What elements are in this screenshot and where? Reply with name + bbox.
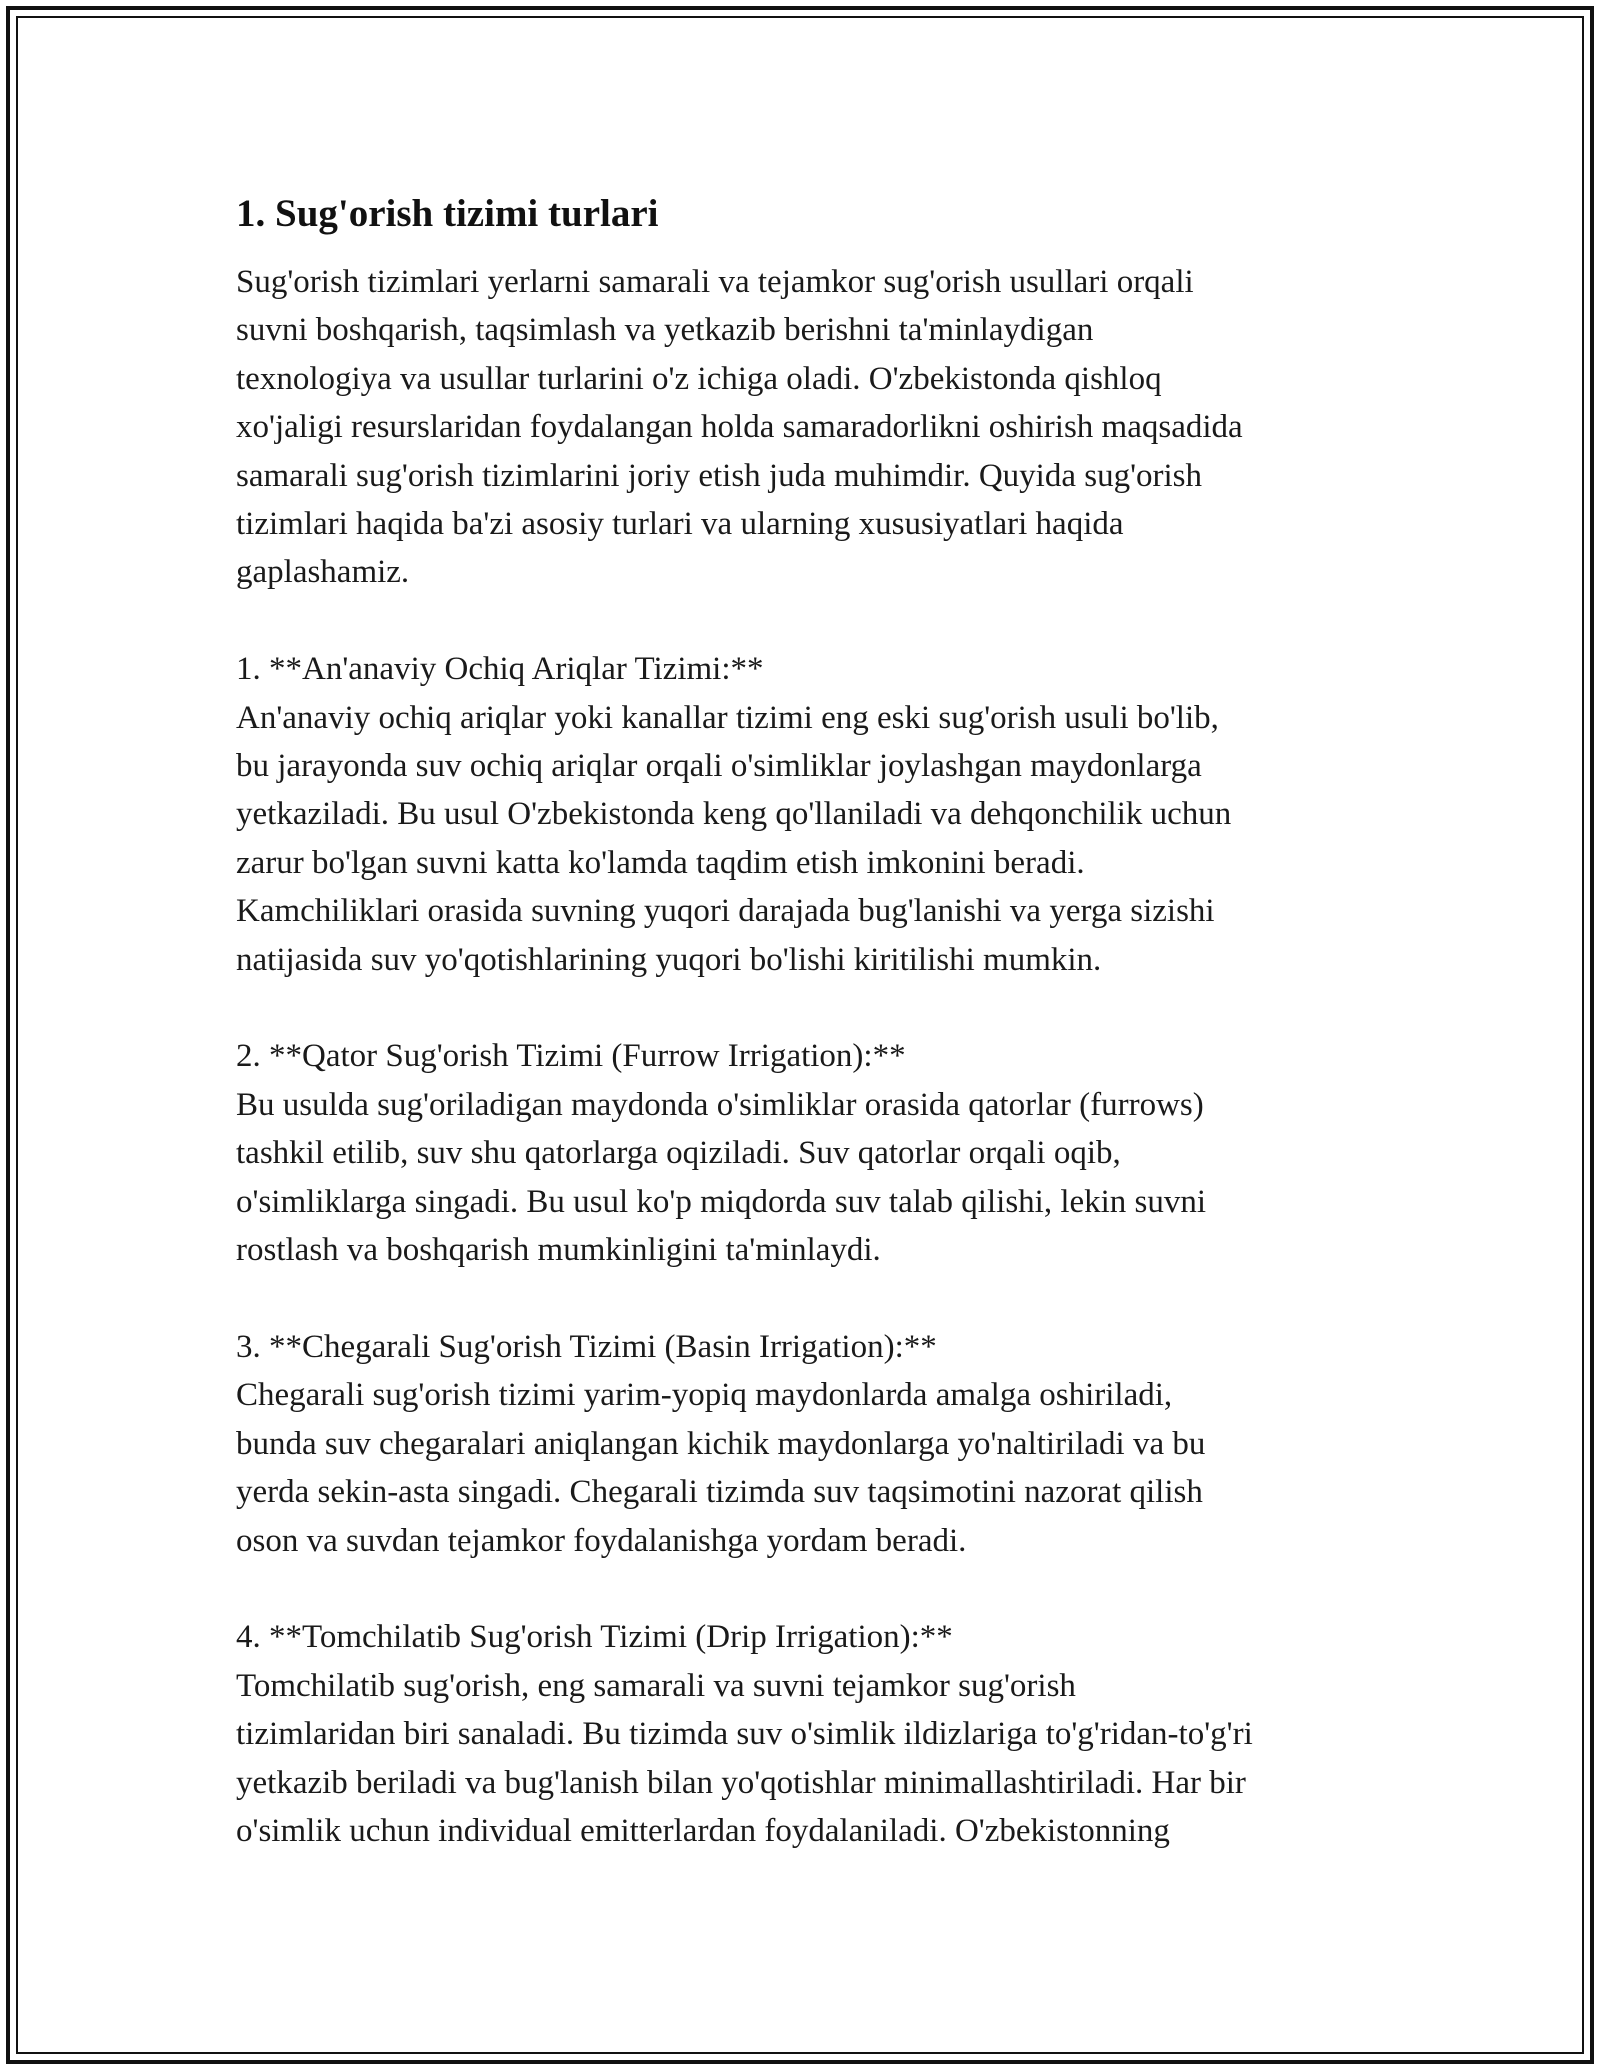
- intro-paragraph: Sug'orish tizimlari yerlarni samarali va tejamkor sug'orish usullari orqali suvni boshqarish, taqsimlash va yetkazib berishni ta'minlaydigan texnologiya va usullar turlarini o'z ichiga oladi. O'zbekistonda qishloq xo'jaligi resurslaridan foydalangan holda samaradorlikni oshirish maqsadida samarali sug'orish tizimlarini joriy etish juda muhimdir. Quyida sug'orish tizimlari haqida ba'zi asosiy turlari va ularning xususiyatlari haqida gaplashamiz.: [236, 264, 1243, 591]
- section-furrow-irrigation: [236, 1032, 1386, 1274]
- document-content: [236, 186, 1386, 1855]
- document-heading: 1. Sug'orish tizimi turlari: [236, 192, 659, 235]
- section-body: Chegarali sug'orish tizimi yarim-yopiq maydonlarda amalga oshiriladi, bunda suv chegaralari aniqlangan kichik maydonlarga yo'naltiriladi va bu yerda sekin-asta singadi. Chegarali tizimda suv taqsimotini nazorat qilish oson va suvdan tejamkor foydalanishga yordam beradi.: [236, 1377, 1206, 1559]
- section-open-ditches: [236, 645, 1386, 984]
- section-basin-irrigation: [236, 1323, 1386, 1565]
- section-title: 2. **Qator Sug'orish Tizimi (Furrow Irrigation):**: [236, 1038, 906, 1075]
- section-drip-irrigation: [236, 1613, 1386, 1855]
- section-title: 3. **Chegarali Sug'orish Tizimi (Basin Irrigation):**: [236, 1328, 937, 1365]
- section-title: 1. **An'anaviy Ochiq Ariqlar Tizimi:**: [236, 651, 764, 688]
- section-body: An'anaviy ochiq ariqlar yoki kanallar tizimi eng eski sug'orish usuli bo'lib, bu jarayonda suv ochiq ariqlar orqali o'simliklar joylashgan maydonlarga yetkaziladi. Bu usul O'zbekistonda keng qo'llaniladi va dehqonchilik uchun zarur bo'lgan suvni katta ko'lamda taqdim etish imkonini beradi. Kamchiliklari orasida suvning yuqori darajada bug'lanishi va yerga sizishi natijasida suv yo'qotishlarining yuqori bo'lishi kiritilishi mumkin.: [236, 699, 1232, 978]
- section-body: Tomchilatib sug'orish, eng samarali va suvni tejamkor sug'orish tizimlaridan biri sanaladi. Bu tizimda suv o'simlik ildizlariga to'g'ridan-to'g'ri yetkazib beriladi va bug'lanish bilan yo'qotishlar minimallashtiriladi. Har bir o'simlik uchun individual emitterlardan foydalaniladi. O'zbekistonning: [236, 1667, 1253, 1849]
- section-title: 4. **Tomchilatib Sug'orish Tizimi (Drip Irrigation):**: [236, 1619, 953, 1656]
- section-body: Bu usulda sug'oriladigan maydonda o'simliklar orasida qatorlar (furrows) tashkil etilib, suv shu qatorlarga oqiziladi. Suv qatorlar orqali oqib, o'simliklarga singadi. Bu usul ko'p miqdorda suv talab qilishi, lekin suvni rostlash va boshqarish mumkinligini ta'minlaydi.: [236, 1086, 1207, 1269]
